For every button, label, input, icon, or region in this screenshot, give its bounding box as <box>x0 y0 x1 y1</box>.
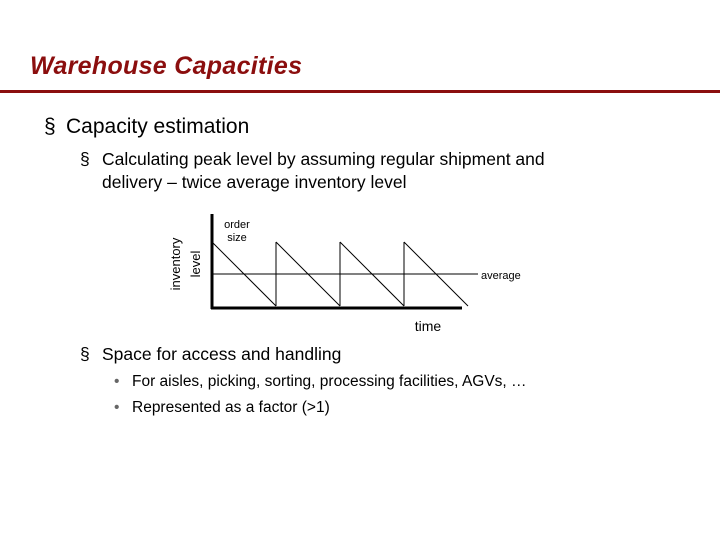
slide-title: Warehouse Capacities <box>30 52 303 80</box>
bullet-text: Capacity estimation <box>66 115 250 138</box>
y-axis-label-line1: inventory <box>168 237 183 291</box>
square-bullet-icon: § <box>44 115 56 138</box>
x-axis-label: time <box>414 318 442 334</box>
bullet-text-line2: delivery – twice average inventory level <box>102 172 407 192</box>
square-bullet-icon: § <box>80 344 90 364</box>
order-size-label-line1: order <box>224 219 250 231</box>
sub-bullet-text: Represented as a factor (>1) <box>132 399 330 416</box>
sub-bullet-text: For aisles, picking, sorting, processing facilities, AGVs, … <box>132 373 527 390</box>
square-bullet-icon: § <box>80 149 90 169</box>
bullet-text-line1: Calculating peak level by assuming regular shipment and <box>102 149 545 169</box>
dot-bullet-icon: • <box>114 373 120 390</box>
average-label: average <box>481 270 521 282</box>
sub-bullet-aisles <box>114 373 527 391</box>
bullet-space-access <box>80 343 620 366</box>
dot-bullet-icon: • <box>114 399 120 416</box>
y-axis-label-line2: level <box>188 250 203 278</box>
sub-bullet-factor <box>114 399 330 417</box>
order-size-label-line2: size <box>227 232 247 244</box>
bullet-text: Space for access and handling <box>102 344 342 364</box>
